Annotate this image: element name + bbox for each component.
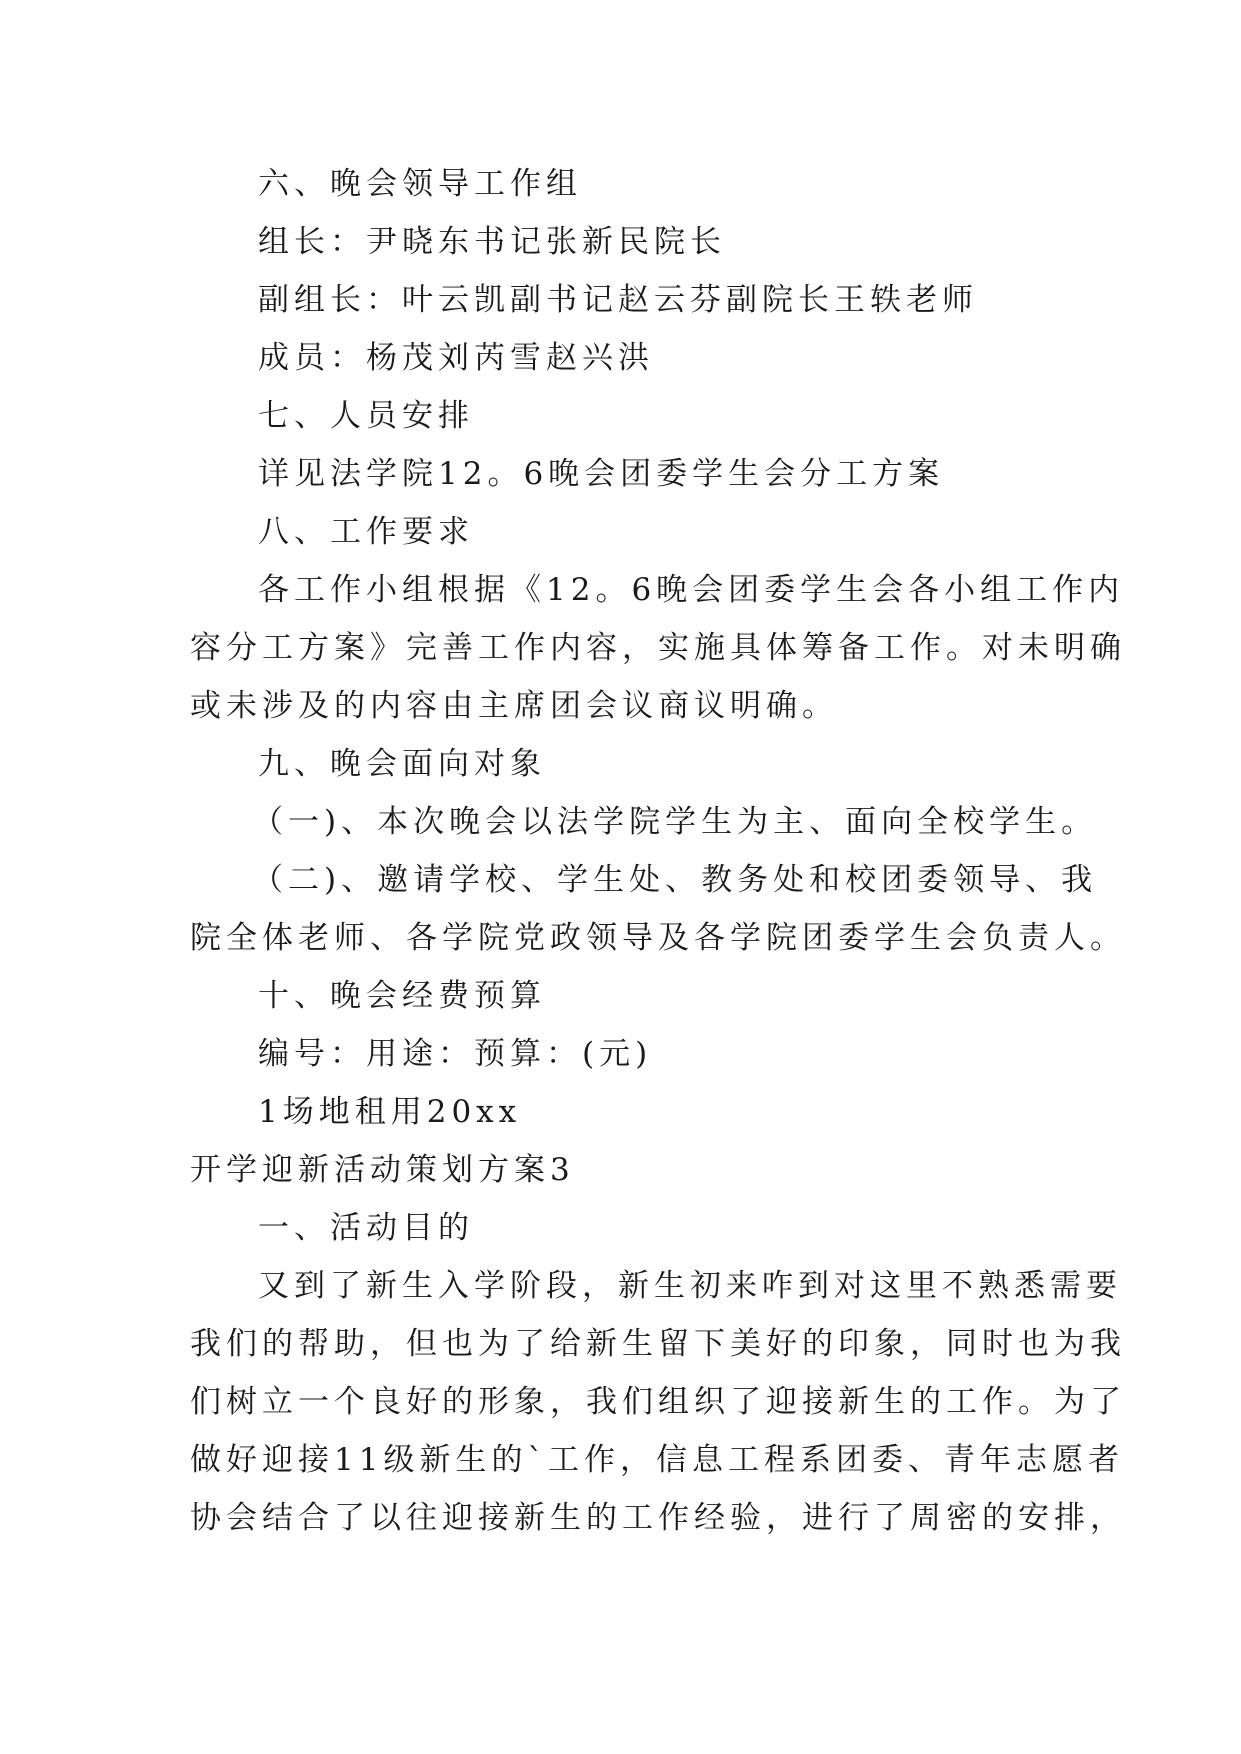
text-line: 成员：杨茂刘芮雪赵兴洪 [258,340,654,376]
document-title: 开学迎新活动策划方案3 [190,1152,575,1188]
text-line: （二)、邀请学校、学生处、教务处和校团委领导、我 [252,862,1098,898]
text-line: 详见法学院12。6晚会团委学生会分工方案 [258,456,945,492]
text-line: 们树立一个良好的形象，我们组织了迎接新生的工作。为了 [190,1384,1126,1420]
text-line: 组长：尹晓东书记张新民院长 [258,224,726,260]
text-line: 院全体老师、各学院党政领导及各学院团委学生会负责人。 [190,920,1126,956]
text-line: 做好迎接11级新生的`工作，信息工程系团委、青年志愿者 [190,1442,1124,1478]
text-line: 副组长：叶云凯副书记赵云芬副院长王轶老师 [258,282,978,318]
section-heading-8: 八、工作要求 [258,514,474,550]
text-line: 协会结合了以往迎接新生的工作经验，进行了周密的安排， [190,1500,1126,1536]
section-heading-6: 六、晚会领导工作组 [258,166,582,202]
section-heading-1: 一、活动目的 [258,1210,474,1246]
text-line: （一)、本次晚会以法学院学生为主、面向全校学生。 [252,804,1098,840]
section-heading-7: 七、人员安排 [258,398,474,434]
text-line: 容分工方案》完善工作内容，实施具体筹备工作。对未明确 [190,630,1126,666]
section-heading-9: 九、晚会面向对象 [258,746,546,782]
text-line: 1场地租用20xx [258,1094,522,1130]
text-line: 或未涉及的内容由主席团会议商议明确。 [190,688,838,724]
section-heading-10: 十、晚会经费预算 [258,978,546,1014]
text-line: 编号：用途：预算：(元) [258,1036,653,1072]
text-line: 我们的帮助，但也为了给新生留下美好的印象，同时也为我 [190,1326,1126,1362]
text-line: 又到了新生入学阶段，新生初来咋到对这里不熟悉需要 [258,1268,1122,1304]
text-line: 各工作小组根据《12。6晚会团委学生会各小组工作内 [258,572,1125,608]
